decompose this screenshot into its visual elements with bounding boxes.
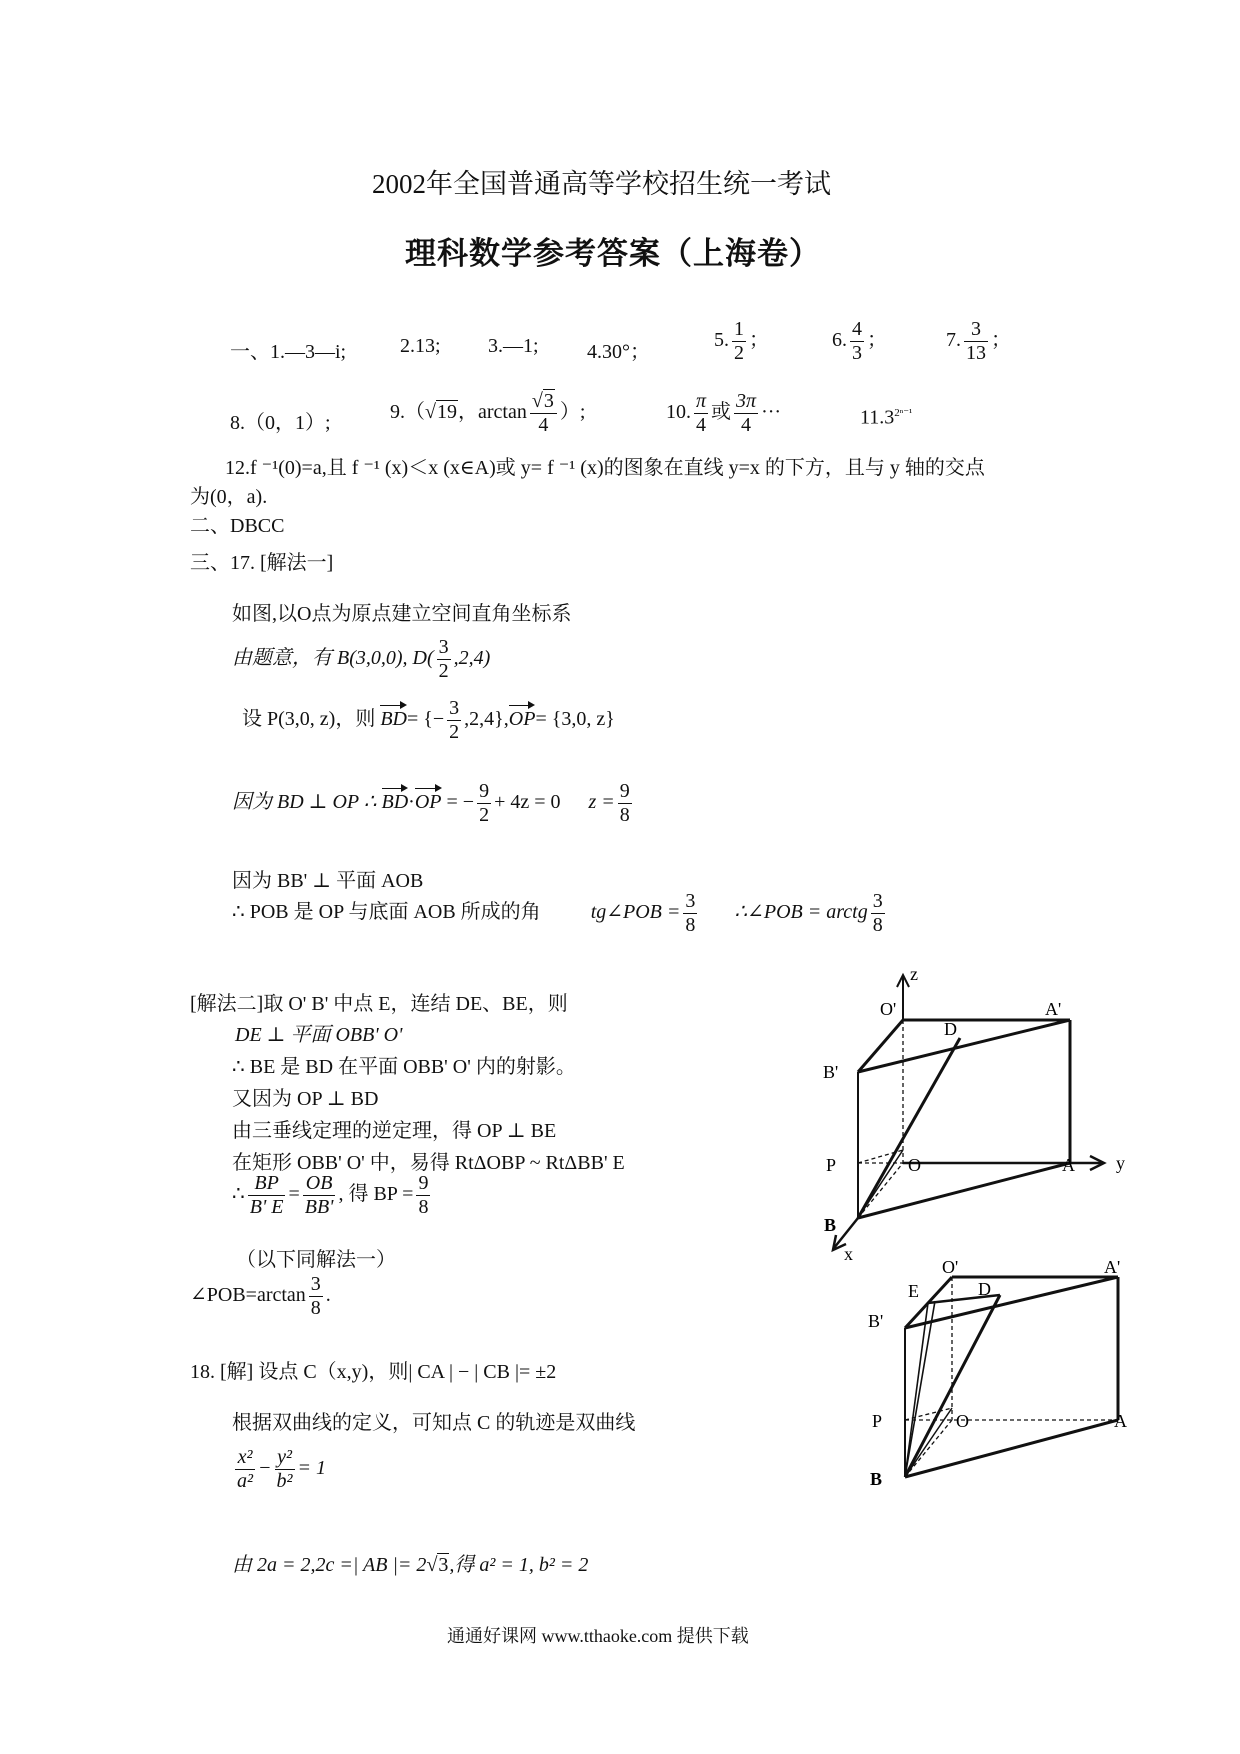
q17-method2-line2: DE ⊥ 平面 OBB' O'	[235, 1024, 403, 1046]
exam-title: 2002年全国普通高等学校招生统一考试	[372, 169, 831, 199]
part1-line2	[230, 388, 1050, 448]
answer-11: $11.3^{2^{n-1}}$	[860, 406, 913, 429]
fig2-label-B: B	[870, 1469, 883, 1489]
fig1-label-A-prime: A'	[1045, 999, 1062, 1019]
answer-5: 5. $\frac{1}{2}$ ；	[714, 318, 769, 364]
part2-answers: 二、DBCC	[190, 515, 285, 537]
fig2-label-B-prime: B'	[868, 1311, 884, 1331]
footer-source: 通通好课网 www.tthaoke.com 提供下载	[447, 1626, 749, 1646]
answer-12-line1: 12.f ⁻¹(0)=a,且 f ⁻¹ (x)＜x (x∈A)或 y= f ⁻¹ (x)的图象在直线 y=x 的下方，且与 y 轴的交点	[225, 457, 985, 479]
q17-method2-line5: 由三垂线定理的逆定理，得 OP ⊥ BE	[232, 1120, 557, 1142]
fig1-label-y: y	[1116, 1153, 1125, 1173]
fig2-label-E: E	[908, 1281, 919, 1301]
answer-subtitle: 理科数学参考答案（上海卷）	[405, 236, 821, 271]
q17-step4: 因为 BD ⊥ OP ∴ BD·OP = − $\frac{9}{2}$ + 4z = 0 z = $\frac{9}{8}$	[232, 780, 630, 826]
fig1-label-P: P	[826, 1155, 837, 1175]
q17-step2: 由题意，有 B(3,0,0), D( $\frac{3}{2}$ ,2,4)	[232, 636, 491, 682]
q17-method2-line4: 又因为 OP ⊥ BD	[232, 1088, 379, 1110]
fig1-label-B-prime: B'	[823, 1062, 839, 1082]
answer-1: 一、1.—3—i;	[230, 341, 347, 363]
answer-2: 2.13;	[400, 335, 441, 357]
q17-step3: 设 P(3,0, z)，则 BD= {− $\frac{3}{2}$ ,2,4},OP= {3,0, z}	[242, 697, 615, 743]
fig1-label-D: D	[944, 1019, 957, 1039]
q18-line2: 根据双曲线的定义，可知点 C 的轨迹是双曲线	[232, 1412, 636, 1434]
q18-line1: 18. [解] 设点 C（x,y)，则| CA | − | CB |= ±2	[190, 1361, 557, 1383]
fig1-label-O-prime: O'	[880, 999, 897, 1019]
answer-6: 6. $\frac{4}{3}$ ；	[832, 318, 887, 364]
q17-method2-line6: 在矩形 OBB' O' 中，易得 RtΔOBP ~ RtΔBB' E	[232, 1152, 625, 1174]
q17-step5: 因为 BB' ⊥ 平面 AOB	[232, 870, 424, 892]
answer-9: 9.（√19，arctan $\frac{√3}{4}$ ）;	[390, 390, 586, 436]
answer-8: 8.（0，1）;	[230, 412, 331, 434]
answer-3: 3.—1;	[488, 335, 539, 357]
fig1-label-x: x	[844, 1244, 853, 1264]
q17-step1: 如图,以O点为原点建立空间直角坐标系	[232, 603, 572, 625]
answer-4: 4.30°；	[587, 341, 650, 363]
answer-10: 10. $\frac{\pi}{4}$ 或 $\frac{3\pi}{4}$ ···	[666, 390, 782, 436]
q17-method2-line7: ∴ $\frac{BP}{B' E}$ = $\frac{OB}{BB'}$ , 得 BP = $\frac{9}{8}$	[232, 1172, 429, 1218]
fig2-label-P: P	[872, 1411, 883, 1431]
q18-equation: $\frac{\text{x²}}{\text{a²}}$ − $\frac{\text{y²}}{\text{b²}}$ = 1	[237, 1446, 326, 1492]
fig1-label-B: B	[824, 1215, 837, 1235]
figure-midpoint-prism	[860, 1255, 1150, 1495]
fig2-label-A-prime: A'	[1104, 1257, 1121, 1277]
fig1-label-A: A	[1062, 1155, 1075, 1175]
q17-step6: ∴ POB 是 OP 与底面 AOB 所成的角 tg∠POB = $\frac{3}{8}$ ∴∠POB = arctg $\frac{3}{8}$	[232, 890, 883, 936]
answer-12-line2: 为(0，a).	[190, 486, 268, 508]
fig2-label-O: O	[956, 1411, 969, 1431]
fig1-label-O: O	[908, 1155, 921, 1175]
q17-method2-line1: [解法二]取 O' B' 中点 E，连结 DE、BE，则	[190, 993, 568, 1015]
figure-coordinate-prism	[800, 955, 1140, 1265]
q17-method2-line9: ∠POB=arctan $\frac{3}{8}$ .	[190, 1273, 331, 1319]
answer-7: 7. $\frac{3}{13}$ ；	[946, 318, 1011, 364]
q18-line4: 由 2a = 2,2c =| AB |= 2√3,得 a² = 1, b² = 2	[232, 1554, 589, 1576]
part1-line1	[230, 318, 1050, 388]
q17-method2-line3: ∴ BE 是 BD 在平面 OBB' O' 内的射影。	[232, 1056, 576, 1078]
fig1-label-z: z	[910, 964, 918, 984]
fig2-label-A: A	[1114, 1411, 1127, 1431]
fig2-label-D: D	[978, 1279, 991, 1299]
q17-heading: 三、17. [解法一]	[190, 552, 334, 574]
q17-method2-line8: （以下同解法一）	[236, 1249, 396, 1271]
fig2-label-O-prime: O'	[942, 1257, 959, 1277]
